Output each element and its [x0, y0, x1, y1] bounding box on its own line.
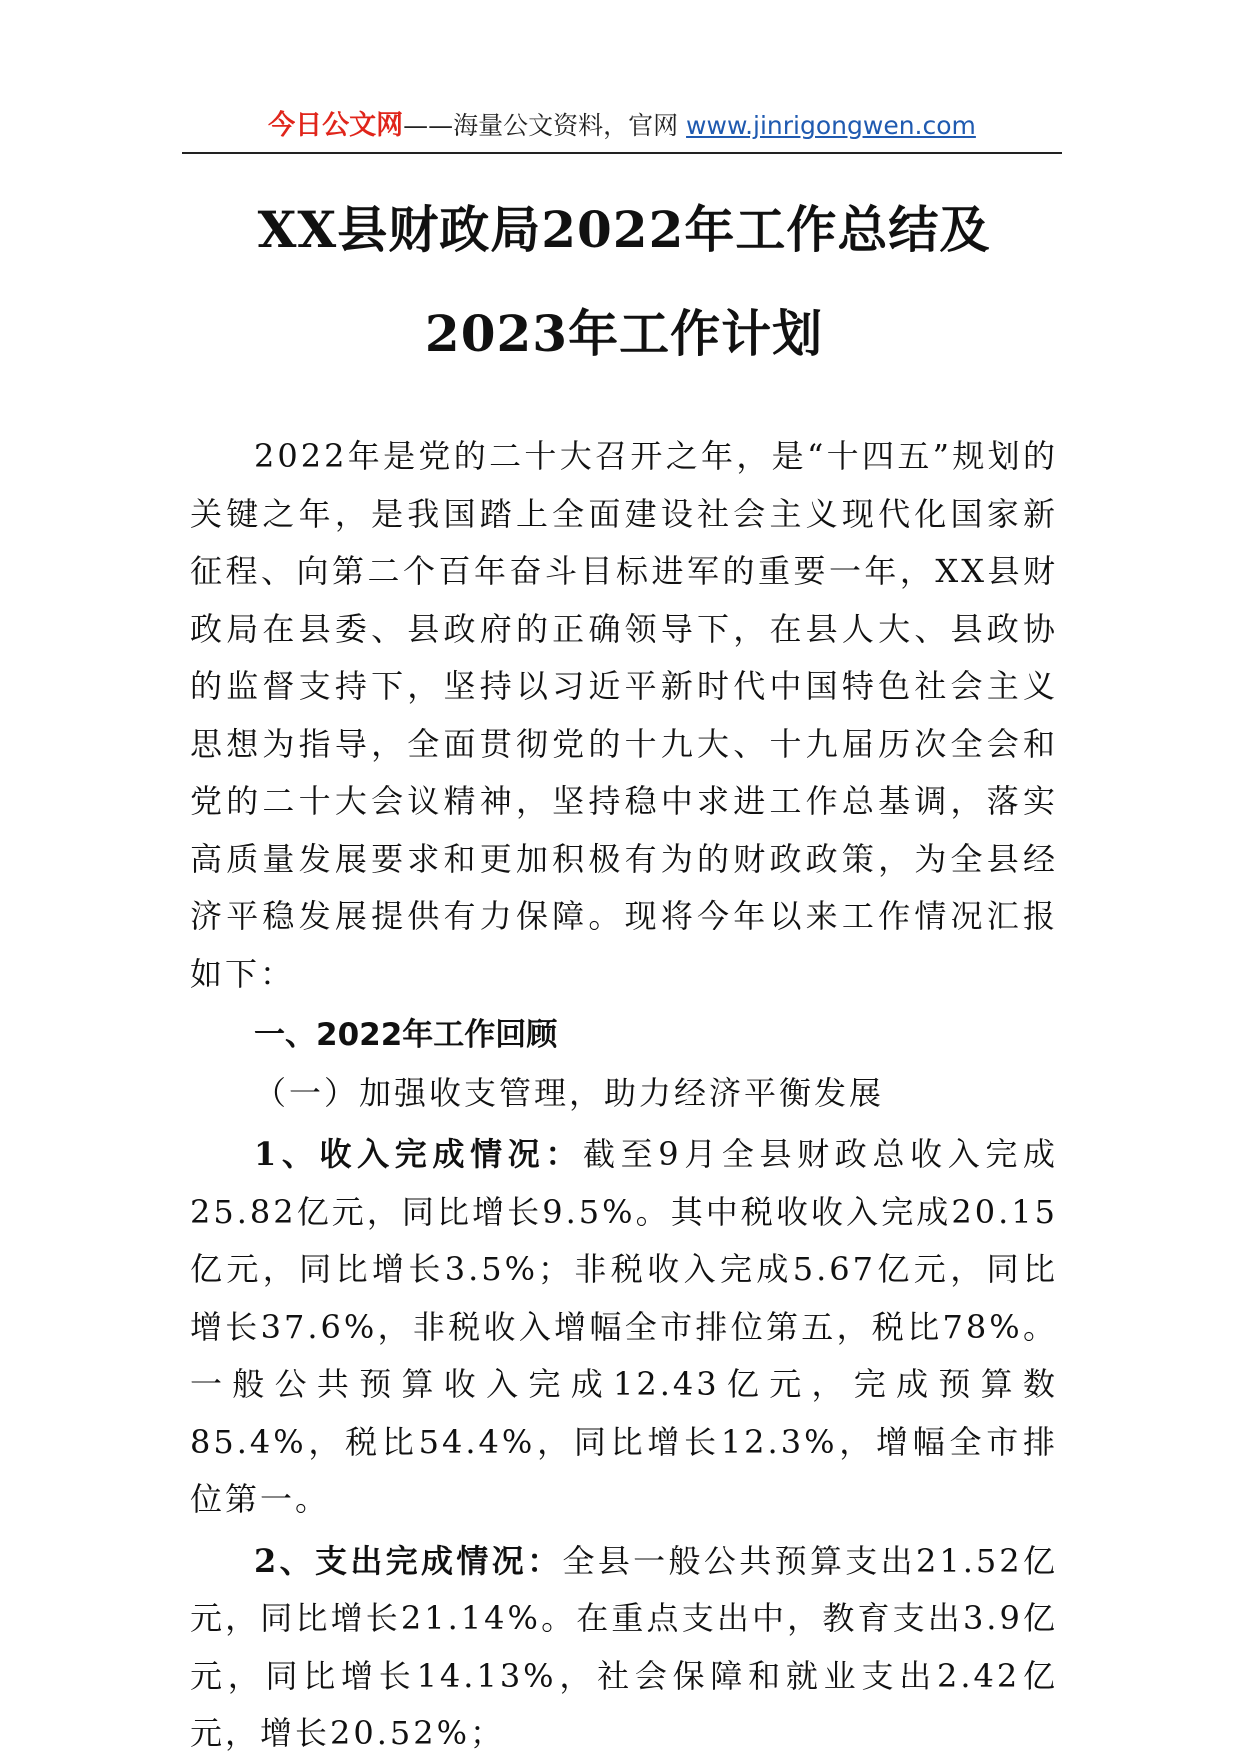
brand-logo-text: 今日公文网	[268, 110, 404, 141]
subsection-heading: （一）加强收支管理，助力经济平衡发展	[254, 1073, 885, 1112]
document-body	[190, 428, 1058, 1763]
expenditure-text: 全县一般公共预算支出21.52亿元，同比增长21.14%。在重点支出中，教育支出3.9亿元，同比增长14.13%，社会保障和就业支出2.42亿元，增长20.52%；	[190, 1541, 1058, 1752]
section-heading: 一、2022年工作回顾	[254, 1017, 558, 1053]
document-title: XX县财政局2022年工作总结及2023年工作计划	[257, 200, 991, 363]
header-tagline: ——海量公文资料，官网	[403, 111, 687, 140]
header-line	[182, 100, 1062, 152]
income-text: 截至9月全县财政总收入完成25.82亿元，同比增长9.5%。其中税收收入完成20.15亿元，同比增长3.5%；非税收入完成5.67亿元，同比增长37.6%，非税收入增幅全市排位第五，税比78%。一般公共预算收入完成12.43亿元，完成预算数85.4%，税比54.4%，同比增长12.3%，增幅全市排位第一。	[190, 1135, 1058, 1518]
intro-paragraph: 2022年是党的二十大召开之年，是“十四五”规划的关键之年，是我国踏上全面建设社会主义现代化国家新征程、向第二个百年奋斗目标进军的重要一年，XX县财政局在县委、县政府的正确领导下，在县人大、县政协的监督支持下，坚持以习近平新时代中国特色社会主义思想为指导，全面贯彻党的十九大、十九届历次全会和党的二十大会议精神，坚持稳中求进工作总基调，落实高质量发展要求和更加积极有为的财政政策，为全县经济平稳发展提供有力保障。现将今年以来工作情况汇报如下：	[190, 437, 1058, 993]
expenditure-paragraph	[190, 1533, 1058, 1763]
expenditure-lead: 2、支出完成情况：	[254, 1541, 563, 1580]
income-paragraph	[190, 1126, 1058, 1529]
income-lead: 1、收入完成情况：	[254, 1135, 583, 1173]
website-link[interactable]: www.jinrigongwen.com	[686, 111, 976, 140]
page-header	[182, 100, 1062, 154]
